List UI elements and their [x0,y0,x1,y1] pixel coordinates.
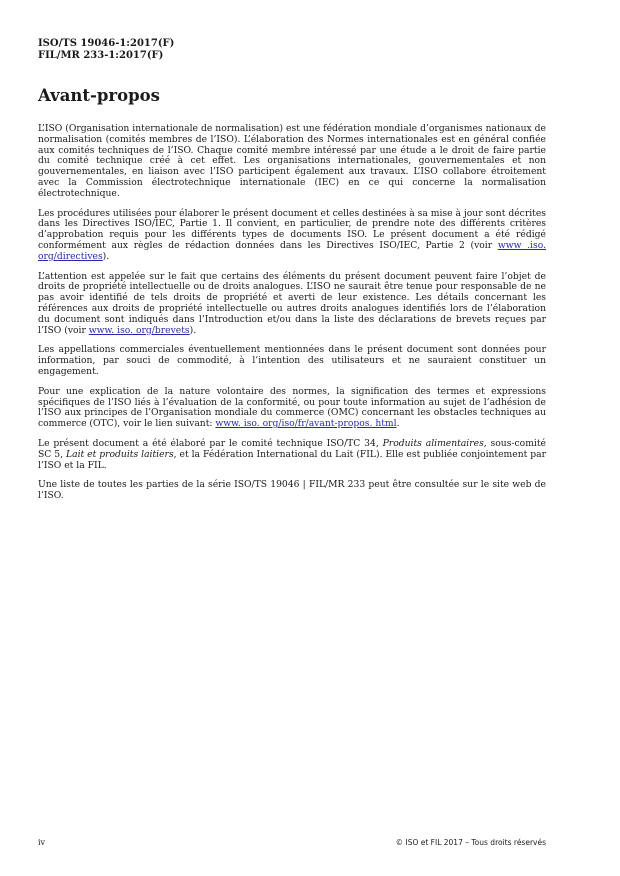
document-id: ISO/TS 19046-1:2017(F) [38,38,175,49]
avant-propos-link[interactable]: www. iso. org/iso/fr/avant-propos. html [215,418,397,430]
page-number: iv [38,838,46,847]
paragraph-5: Pour une explication de la nature volontaire des normes, la signification des termes et expressions spécifiques de l’ISO liés à l’évaluation de la conformité, ou pour toute information au sujet de l’adhésion de l’ISO aux principes de l’Organisation mondiale du commerce (OMC) concernant les obstacles techniques au commerce (OTC), voir le lien suivant: www. iso. org/iso/fr/avant-propos. html. [38,385,546,430]
subcommittee-name: Lait et produits laitiers [66,448,174,460]
paragraph-4: Les appellations commerciales éventuellement mentionnées dans le présent document sont données pour information, par souci de commodité, à l’intention des utilisateurs et ne sauraient constituer un engagement. [38,344,546,377]
document-header [38,38,174,62]
paragraph-6: Le présent document a été élaboré par le comité technique ISO/TC 34, Produits alimentaires, sous-comité SC 5, Lait et produits laitiers, et la Fédération International du Lait (FIL). Elle est publiée conjointement par l’ISO et la FIL. [38,437,547,471]
paragraph-7: Une liste de toutes les parties de la série ISO/TS 19046 | FIL/MR 233 peut être consultée sur le site web de l’ISO. [38,479,546,502]
copyright-notice: © ISO et FIL 2017 – Tous droits réservés [395,838,546,847]
document-id-fil: FIL/MR 233-1:2017(F) [38,50,164,61]
directives-link[interactable]: www .iso. org/directives [38,239,546,262]
brevets-link[interactable]: www. iso. org/brevets [88,324,190,336]
paragraph-3: L’attention est appelée sur le fait que certains des éléments du présent document peuvent faire l’objet de droits de propriété intellectuelle ou de droits analogues. L’ISO ne saurait être tenue pour responsable de ne pas avoir identifié de tels droits de propriété et averti de leur existence. Les détails concernant les références aux droits de propriété intellectuelle ou autres droits analogues identifiés lors de l’élaboration du document sont indiqués dans l’Introduction et/ou dans la liste des déclarations de brevets reçues par l’ISO (voir www. iso. org/brevets). [38,270,546,336]
section-title: Avant-propos [38,86,160,105]
paragraph-2: Les procédures utilisées pour élaborer le présent document et celles destinées à sa mise à jour sont décrites dans les Directives ISO/IEC, Partie 1. Il convient, en particulier, de prendre note des différents critères d’approbation requis pour les différents types de documents ISO. Le présent document a été rédigé conformément aux règles de rédaction données dans les Directives ISO/IEC, Partie 2 (voir www .iso. org/directives). [38,207,546,262]
committee-name: Produits alimentaires [382,437,484,449]
paragraph-1: L’ISO (Organisation internationale de normalisation) est une fédération mondiale d’organismes nationaux de normalisation (comités membres de l’ISO). L’élaboration des Normes internationales est en général confiée aux comités techniques de l’ISO. Chaque comité membre intéressé par une étude a le droit de faire partie du comité technique créé à cet effet. Les organisations internationales, gouvernementales et non gouvernementales, en liaison avec l’ISO participent également aux travaux. L’ISO collabore étroitement avec la Commission électrotechnique internationale (IEC) en ce qui concerne la normalisation électrotechnique. [38,123,546,199]
document-body [38,124,546,511]
